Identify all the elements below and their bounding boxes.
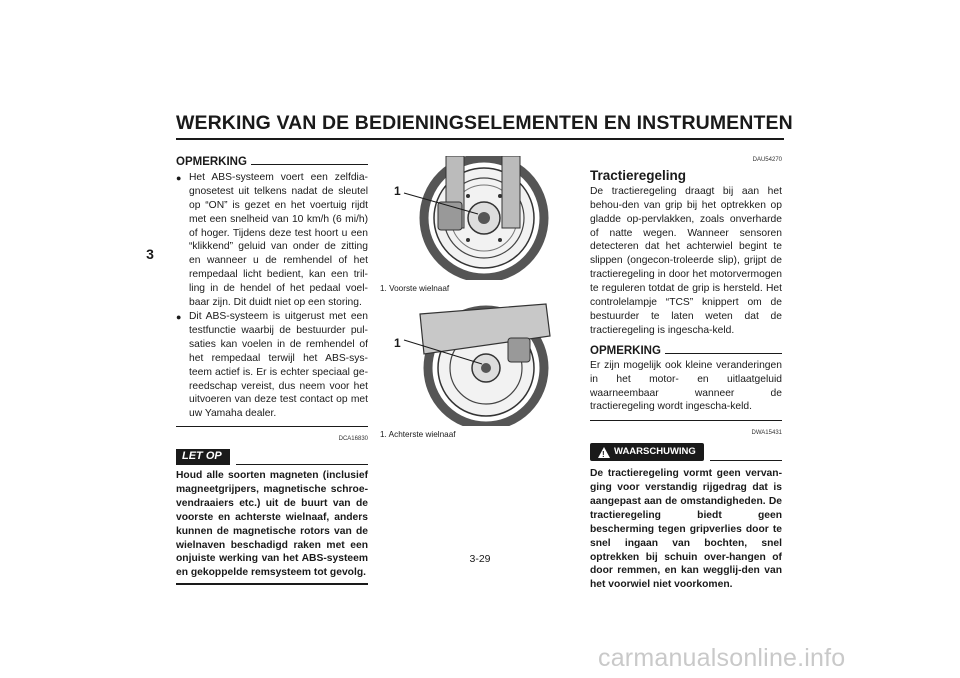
section-title: Tractieregeling <box>590 167 687 183</box>
caution-text: Houd alle soorten magneten (inclusief magneetgrijpers, magnetische schroe-vendraaiers etc.) uit de buurt van de voorste en achterste wielnaaf, anders kunnen de magnetische rotors van de wielnaven beschadigd raken met een onjuiste werking van het ABS-systeem en gekoppelde remsysteem tot gevolg. <box>176 470 368 579</box>
caution-title: LET OP <box>176 449 230 465</box>
figure-caption: 1. Achterste wielnaaf <box>380 430 456 439</box>
chapter-tab: 3 <box>146 246 154 262</box>
warning-code: DWA15431 <box>751 430 782 437</box>
section-text: De tractieregeling draagt bij aan het behou-den van grip bij het optrekken op gladde op-pervlakken, zoals onverharde of natte wegen. Wanneer sensoren detecteren dat het achterwiel begint te slippen (ongecon-troleerde slip), grijpt de tractieregeling in door het motorvermogen te reguleren totdat de grip is hersteld. Het controlelampje “TCS” knippert om de bestuurder te laten weten dat de tractieregeling is ingescha-keld. <box>590 185 782 336</box>
caution-heading <box>176 449 368 465</box>
note-title: OPMERKING <box>176 156 247 168</box>
note-title: OPMERKING <box>590 344 661 357</box>
header-rule <box>176 138 784 140</box>
caution-rule <box>236 464 368 465</box>
front-wheel-figure <box>380 156 562 280</box>
bullet-text: Dit ABS-systeem is uitgerust met een testfunctie waarbij de bestuurder pul-saties kan voelen in de remhendel of het rempedaal terwijl het ABS-sys-teem actief is. Er is echter speciaal ge-reedschap vereist, dus neem voor het uitvoeren van deze test contact op met uw Yamaha dealer. <box>189 310 368 420</box>
warning-title: WAARSCHUWING <box>614 446 696 458</box>
warning-text: De tractieregeling vormt geen vervan-ging voor verstandig rijgedrag dat is aangepast aan de omstandigheden. De tractieregeling biedt geen bescherming tegen gripverlies door te snel ingaan van bochten, snel optrekken bij schuin over-hangen of door remmen, en kan wegglij-den van het voorwiel niet voorkomen. <box>590 468 782 591</box>
figure-callout: 1 <box>394 336 401 350</box>
bullet-icon: ● <box>176 311 182 322</box>
warning-triangle-icon <box>598 447 610 458</box>
rear-wheel-figure <box>380 302 562 426</box>
watermark-link[interactable]: carmanualsonline.info <box>598 644 846 672</box>
list-item <box>176 171 368 310</box>
note-text: Er zijn mogelijk ook kleine veranderingen in het motor- en uitlaatgeluid waarneembaar wanneer de tractieregeling wordt ingescha-keld. <box>590 359 782 413</box>
right-column <box>590 154 782 592</box>
list-item <box>176 310 368 421</box>
caution-end-rule <box>176 583 368 585</box>
middle-column <box>380 156 570 439</box>
note-rule <box>665 353 782 354</box>
note-end-rule <box>176 426 368 427</box>
caution-code: DCA16830 <box>338 436 368 443</box>
note-heading <box>176 156 368 170</box>
warning-rule <box>710 460 782 461</box>
figure-callout: 1 <box>394 184 401 198</box>
note-rule <box>251 164 368 165</box>
page-title: WERKING VAN DE BEDIENINGSELEMENTEN EN INSTRUMENTEN <box>176 112 793 134</box>
warning-heading <box>590 443 782 461</box>
warning-badge <box>590 443 704 461</box>
figure-caption: 1. Voorste wielnaaf <box>380 284 450 293</box>
left-column <box>176 156 368 585</box>
bullet-text: Het ABS-systeem voert een zelfdia-gnosetest uit telkens nadat de sleutel op “ON” is gezet en het voertuig rijdt met een snelheid van 10 km/h (6 mi/h) of hoger. Tijdens deze test hoort u een “klikkend” geluid van onder de zitting en wanneer u de remhendel of het rempedaal licht bedient, kan een tril-ling in de hendel of het pedaal voel-baar zijn. Dit duidt niet op een storing. <box>189 171 368 309</box>
page-number: 3-29 <box>469 553 491 565</box>
section-code: DAU54270 <box>752 157 782 163</box>
note-end-rule <box>590 420 782 421</box>
bullet-icon: ● <box>176 172 182 183</box>
note-heading <box>590 345 782 359</box>
